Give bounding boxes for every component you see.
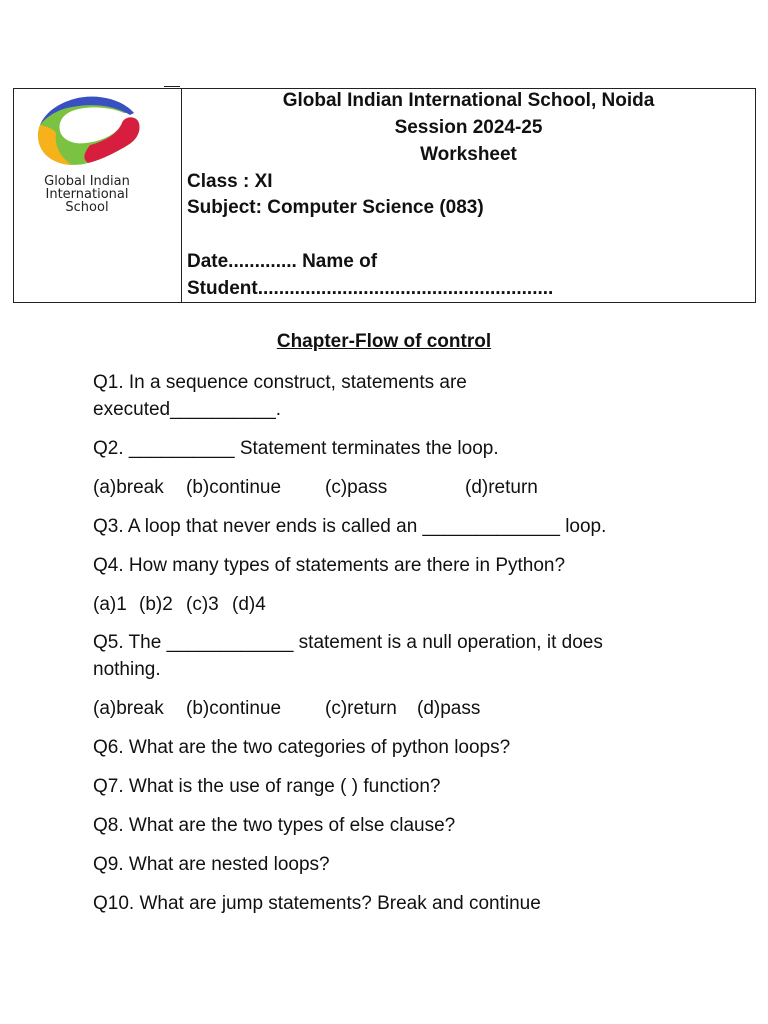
logo-text-line: School <box>65 200 109 215</box>
question-4: Q4. How many types of statements are there in Python? <box>93 555 566 576</box>
question-9: Q9. What are nested loops? <box>93 854 330 875</box>
option: (b)continue <box>186 477 282 498</box>
option: (a)1 <box>93 594 127 615</box>
question-2: Q2. __________ Statement terminates the loop. <box>93 438 499 459</box>
option: (a)break <box>93 698 164 719</box>
header-table <box>13 88 756 303</box>
question-5-line-2: nothing. <box>93 659 161 680</box>
header-top-rule <box>164 86 180 87</box>
question-3: Q3. A loop that never ends is called an _____________ loop. <box>93 516 607 537</box>
logo-wordmark <box>20 175 154 214</box>
school-logo <box>26 93 144 171</box>
logo-cell <box>14 89 182 302</box>
question-1-line-1: Q1. In a sequence construct, statements are <box>93 372 467 393</box>
header-info-cell <box>182 89 755 302</box>
option: (c)3 <box>186 594 219 615</box>
question-10: Q10. What are jump statements? Break and continue <box>93 893 541 914</box>
option: (d)4 <box>232 594 266 615</box>
school-name: Global Indian International School, Noida <box>282 90 655 111</box>
question-6: Q6. What are the two categories of python loops? <box>93 737 511 758</box>
logo-text-line: Global Indian <box>44 174 130 189</box>
option: (b)2 <box>139 594 173 615</box>
session: Session 2024-25 <box>394 117 543 138</box>
chapter-title: Chapter-Flow of control <box>276 331 492 352</box>
student-line: Student........................................................ <box>187 278 554 299</box>
question-5-line-1: Q5. The ____________ statement is a null operation, it does <box>93 632 603 653</box>
option: (b)continue <box>186 698 282 719</box>
question-7: Q7. What is the use of range ( ) function? <box>93 776 441 797</box>
document-type: Worksheet <box>420 144 517 165</box>
class-line: Class : XI <box>187 171 273 192</box>
option: (a)break <box>93 477 164 498</box>
option: (d)pass <box>417 698 481 719</box>
option: (c)return <box>325 698 397 719</box>
question-1-line-2: executed__________. <box>93 399 282 420</box>
logo-text-line: International <box>45 187 129 202</box>
date-name-line: Date............. Name of <box>187 251 378 272</box>
option: (c)pass <box>325 477 388 498</box>
subject-line: Subject: Computer Science (083) <box>187 197 484 218</box>
option: (d)return <box>465 477 538 498</box>
question-8: Q8. What are the two types of else clause? <box>93 815 456 836</box>
